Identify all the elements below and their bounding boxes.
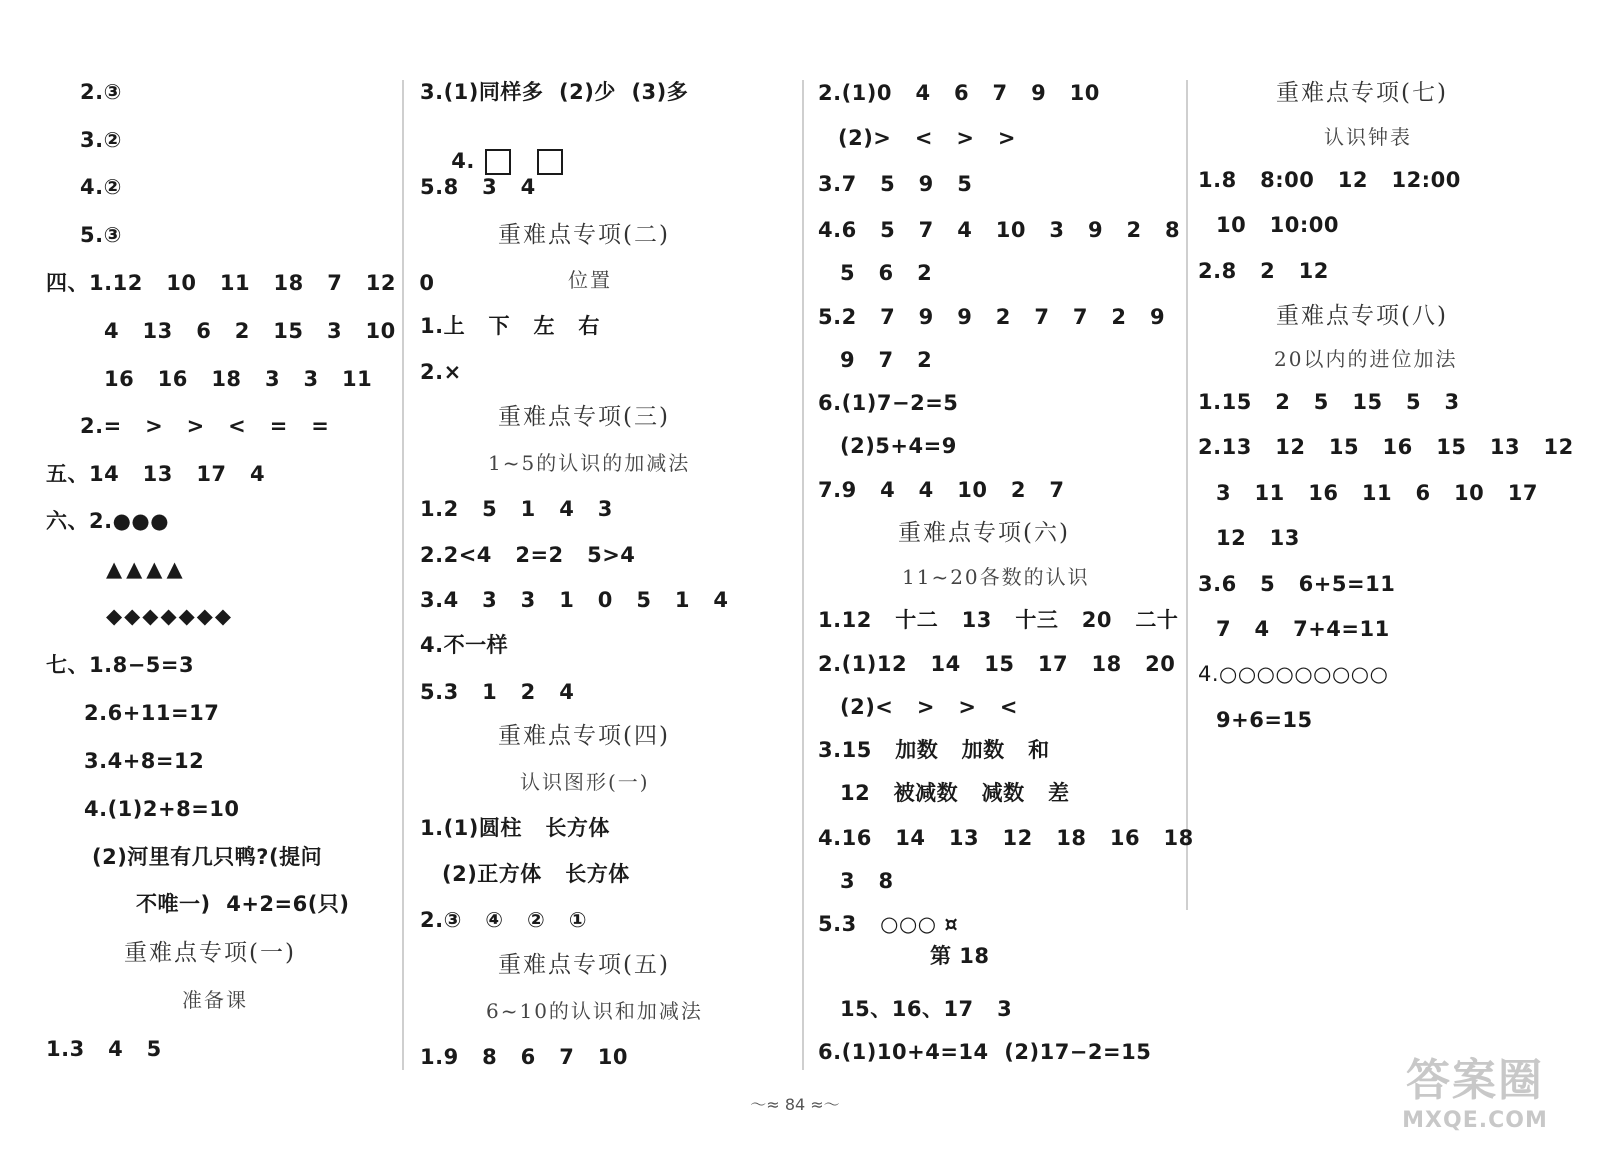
answer-line: 7 4 7+4=11 bbox=[1216, 617, 1390, 641]
section-subheading: 准备课 bbox=[182, 988, 248, 1012]
answer-line: 3.7 5 9 5 bbox=[818, 172, 973, 196]
answer-line: 2.8 2 12 bbox=[1198, 259, 1329, 283]
section-heading: 重难点专项(五) bbox=[498, 952, 670, 978]
answer-line: 7.9 4 4 10 2 7 bbox=[818, 478, 1065, 502]
answer-line: 2.× bbox=[420, 360, 462, 384]
answer-line: 12 13 bbox=[1216, 526, 1300, 550]
answer-line: 2.(1)12 14 15 17 18 20 bbox=[818, 652, 1176, 676]
answer-line: 4.不一样 bbox=[420, 633, 509, 657]
answer-line: 4.○○○○○○○○○ bbox=[1198, 662, 1389, 686]
answer-line: 3.15 加数 加数 和 bbox=[818, 738, 1050, 762]
section-subheading: 1~5的认识的加减法 bbox=[488, 451, 691, 475]
watermark-text: 答案圈 bbox=[1406, 1055, 1544, 1106]
section-subheading: 认识钟表 bbox=[1324, 125, 1412, 149]
empty-box bbox=[537, 149, 563, 175]
answer-line: (2)> < > > bbox=[838, 126, 1016, 150]
answer-line: 5 6 2 bbox=[840, 261, 933, 285]
answer-line: 七、1.8−5=3 bbox=[46, 653, 195, 677]
empty-box bbox=[485, 149, 511, 175]
column-divider-2 bbox=[802, 80, 804, 1070]
answer-line: 第 18 bbox=[930, 944, 990, 968]
answer-line: 4.6 5 7 4 10 3 9 2 8 bbox=[818, 218, 1181, 242]
answer-line: 9+6=15 bbox=[1216, 708, 1313, 732]
section-heading: 重难点专项(八) bbox=[1276, 303, 1448, 329]
answer-line: 5.③ bbox=[80, 223, 122, 247]
section-subheading: 6~10的认识和加减法 bbox=[486, 999, 703, 1023]
column-divider-1 bbox=[402, 80, 404, 1070]
section-heading: 重难点专项(七) bbox=[1276, 80, 1448, 106]
answer-line: 2.③ ④ ② ① bbox=[420, 908, 588, 932]
page-number: 84 bbox=[784, 1095, 806, 1114]
answer-line: 10 10:00 bbox=[1216, 213, 1340, 237]
answer-line: 9 7 2 bbox=[840, 348, 933, 372]
answer-line: 5.3 1 2 4 bbox=[420, 680, 575, 704]
answer-line: (2)正方体 长方体 bbox=[442, 862, 630, 886]
answer-line: 3.6 5 6+5=11 bbox=[1198, 572, 1396, 596]
section-heading: 重难点专项(一) bbox=[124, 940, 296, 966]
answer-line: 15、16、17 3 bbox=[840, 997, 1013, 1021]
answer-line: ◆◆◆◆◆◆◆ bbox=[106, 604, 234, 628]
column-divider-3 bbox=[1186, 80, 1188, 910]
answer-line: (2)< > > < bbox=[840, 695, 1018, 719]
watermark-domain: MXQE.COM bbox=[1402, 1108, 1548, 1133]
section-heading: 重难点专项(四) bbox=[498, 723, 670, 749]
answer-line: 1.(1)圆柱 长方体 bbox=[420, 816, 610, 840]
answer-line: 四、1.12 10 11 18 7 12 0 bbox=[46, 271, 435, 295]
answer-line: 1.15 2 5 15 5 3 bbox=[1198, 390, 1460, 414]
answer-line: 1.2 5 1 4 3 bbox=[420, 497, 613, 521]
section-heading: 重难点专项(六) bbox=[898, 520, 1070, 546]
answer-line: 4.② bbox=[80, 175, 122, 199]
watermark-logo bbox=[1390, 1044, 1560, 1154]
section-subheading: 11~20各数的认识 bbox=[902, 565, 1090, 589]
answer-line: 2.= > > < = = bbox=[80, 414, 330, 438]
answer-line: 1.上 下 左 右 bbox=[420, 314, 600, 338]
answer-line: 2.6+11=17 bbox=[84, 701, 220, 725]
answer-line: 4.(1)2+8=10 bbox=[84, 797, 240, 821]
answer-line: 3.4+8=12 bbox=[84, 749, 205, 773]
section-subheading: 位置 bbox=[568, 268, 612, 292]
answer-line: 2.(1)0 4 6 7 9 10 bbox=[818, 81, 1100, 105]
left-ornament-icon: ～≈ bbox=[750, 1095, 780, 1114]
answer-line: 6.(1)7−2=5 bbox=[818, 391, 959, 415]
answer-line: 2.13 12 15 16 15 13 12 bbox=[1198, 435, 1574, 459]
answer-line: 4 13 6 2 15 3 10 bbox=[104, 319, 396, 343]
answer-line: 1.9 8 6 7 10 bbox=[420, 1045, 628, 1069]
answer-line: 16 16 18 3 3 11 bbox=[104, 367, 373, 391]
answer-line: 1.8 8:00 12 12:00 bbox=[1198, 168, 1461, 192]
section-subheading: 20以内的进位加法 bbox=[1274, 347, 1458, 371]
answer-line: 2.③ bbox=[80, 80, 122, 104]
answer-line: (2)河里有几只鸭?(提问 bbox=[92, 845, 323, 869]
answer-line: 不唯一) 4+2=6(只) bbox=[136, 892, 350, 916]
answer-line: 3.② bbox=[80, 128, 122, 152]
answer-line: 六、2.●●● bbox=[46, 509, 170, 533]
section-heading: 重难点专项(三) bbox=[498, 404, 670, 430]
answer-line: 3 11 16 11 6 10 17 bbox=[1216, 481, 1538, 505]
answer-line: 2.2<4 2=2 5>4 bbox=[420, 543, 636, 567]
answer-line: (2)5+4=9 bbox=[840, 434, 957, 458]
answer-line: 五、14 13 17 4 bbox=[46, 462, 266, 486]
section-heading: 重难点专项(二) bbox=[498, 222, 670, 248]
answer-line: 5.3 ○○○ ¤ bbox=[818, 912, 959, 936]
answer-line: 1.12 十二 13 十三 20 二十 bbox=[818, 608, 1179, 632]
answer-line: 1.3 4 5 bbox=[46, 1037, 162, 1061]
answer-line: 3.4 3 3 1 0 5 1 4 bbox=[420, 588, 729, 612]
answer-label: 4. bbox=[451, 149, 475, 173]
answer-line: 6.(1)10+4=14 (2)17−2=15 bbox=[818, 1040, 1152, 1064]
answer-line: ▲▲▲▲ bbox=[106, 557, 187, 581]
right-ornament-icon: ≈～ bbox=[810, 1095, 840, 1114]
answer-line: 4.16 14 13 12 18 16 18 bbox=[818, 826, 1194, 850]
answer-line: 3.(1)同样多 (2)少 (3)多 bbox=[420, 80, 689, 104]
section-subheading: 认识图形(一) bbox=[520, 770, 650, 794]
page-footer bbox=[730, 1092, 860, 1116]
answer-line: 12 被减数 减数 差 bbox=[840, 781, 1070, 805]
answer-line: 5.8 3 4 bbox=[420, 175, 536, 199]
answer-line: 5.2 7 9 9 2 7 7 2 9 bbox=[818, 305, 1166, 329]
answer-line: 3 8 bbox=[840, 869, 894, 893]
